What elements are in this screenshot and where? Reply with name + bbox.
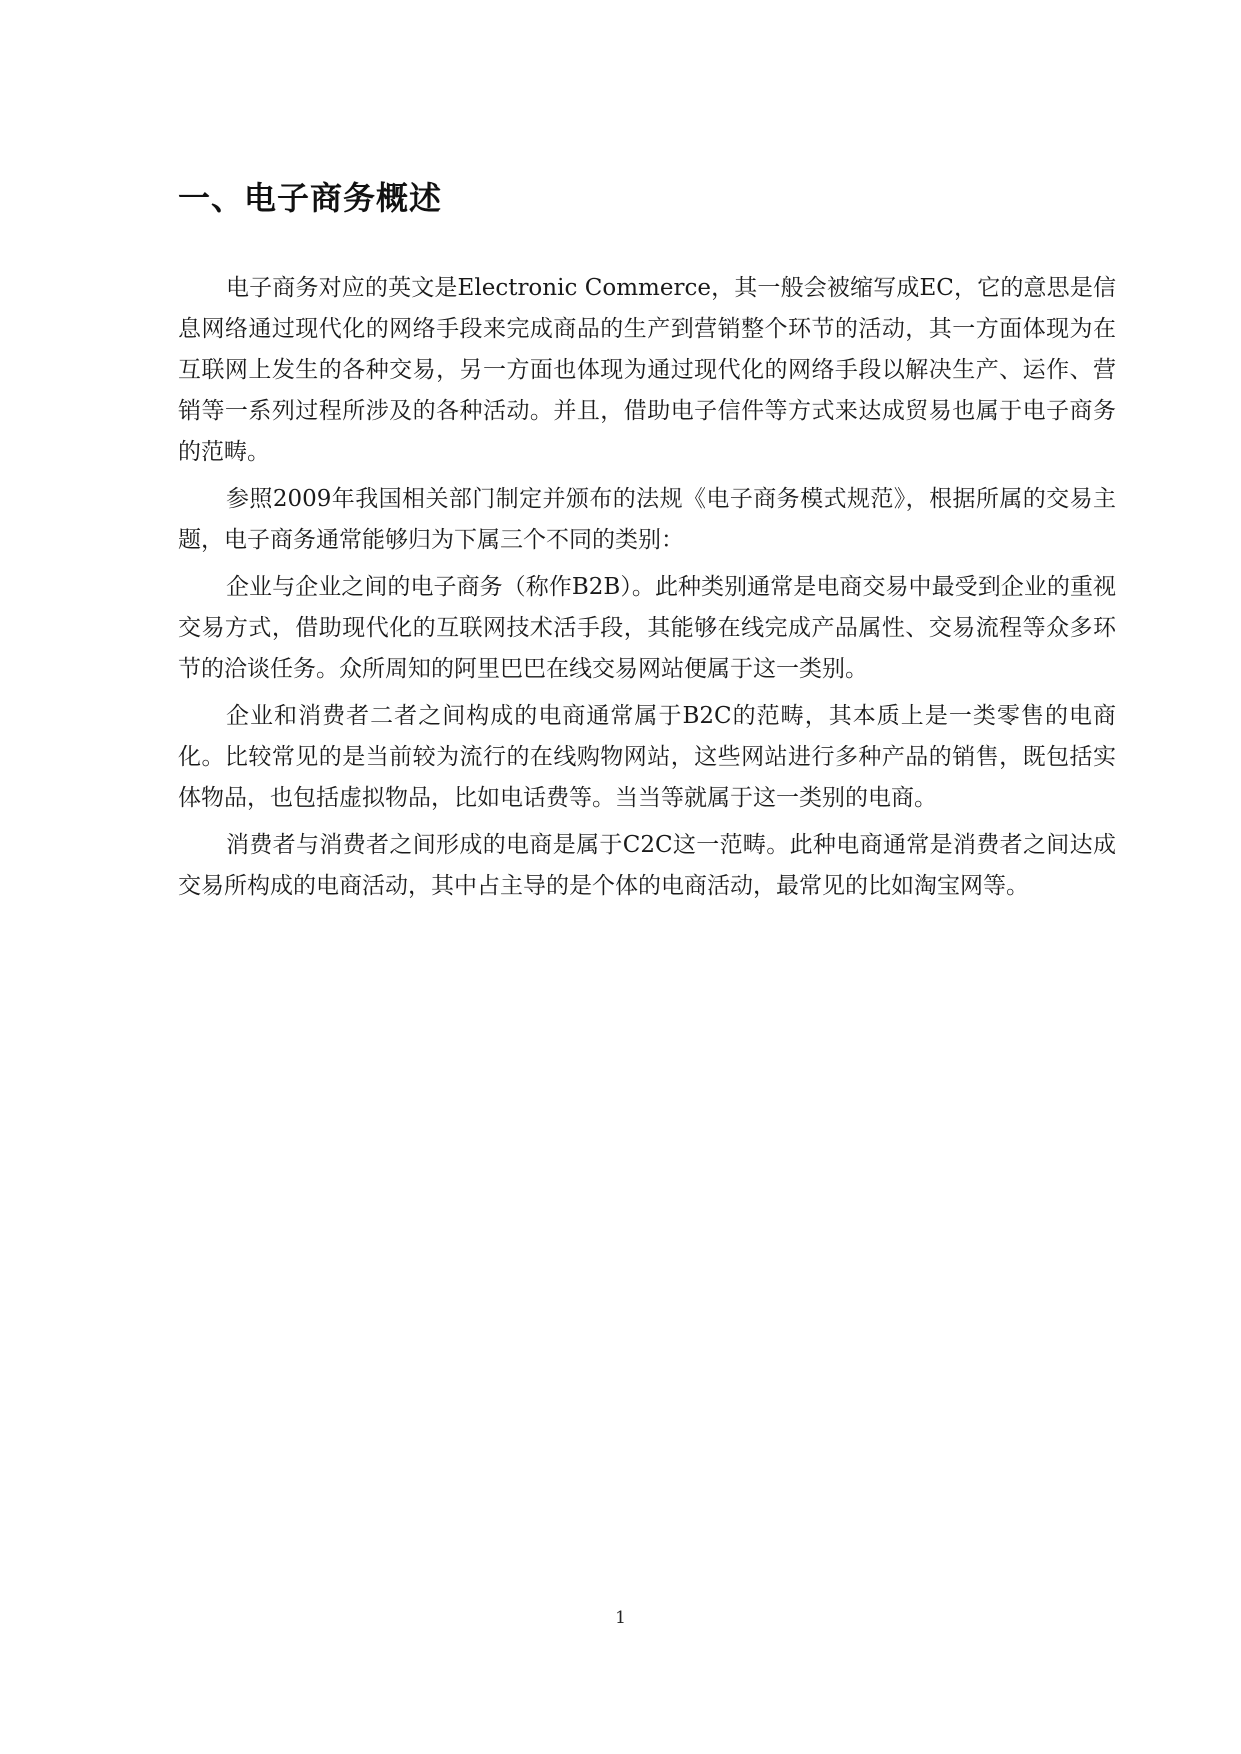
paragraph-c2c: 消费者与消费者之间形成的电商是属于C2C这一范畴。此种电商通常是消费者之间达成交易所构成的电商活动，其中占主导的是个体的电商活动，最常见的比如淘宝网等。 [178,832,1116,899]
page-number: 1 [615,1608,626,1628]
paragraph-b2c: 企业和消费者二者之间构成的电商通常属于B2C的范畴，其本质上是一类零售的电商化。比较常见的是当前较为流行的在线购物网站，这些网站进行多种产品的销售，既包括实体物品，也包括虚拟物品，比如电话费等。当当等就属于这一类别的电商。 [178,703,1116,811]
section-heading: 一、电子商务概述 [178,179,443,217]
paragraph-b2b: 企业与企业之间的电子商务（称作B2B）。此种类别通常是电商交易中最受到企业的重视交易方式，借助现代化的互联网技术活手段，其能够在线完成产品属性、交易流程等众多环节的洽谈任务。众所周知的阿里巴巴在线交易网站便属于这一类别。 [178,574,1116,682]
paragraph-classification: 参照2009年我国相关部门制定并颁布的法规《电子商务模式规范》，根据所属的交易主题，电子商务通常能够归为下属三个不同的类别： [178,486,1116,553]
paragraph-ec-definition: 电子商务对应的英文是Electronic Commerce，其一般会被缩写成EC，它的意思是信息网络通过现代化的网络手段来完成商品的生产到营销整个环节的活动，其一方面体现为在互联网上发生的各种交易，另一方面也体现为通过现代化的网络手段以解决生产、运作、营销等一系列过程所涉及的各种活动。并且，借助电子信件等方式来达成贸易也属于电子商务的范畴。 [178,275,1116,465]
body-text [178,268,1116,913]
